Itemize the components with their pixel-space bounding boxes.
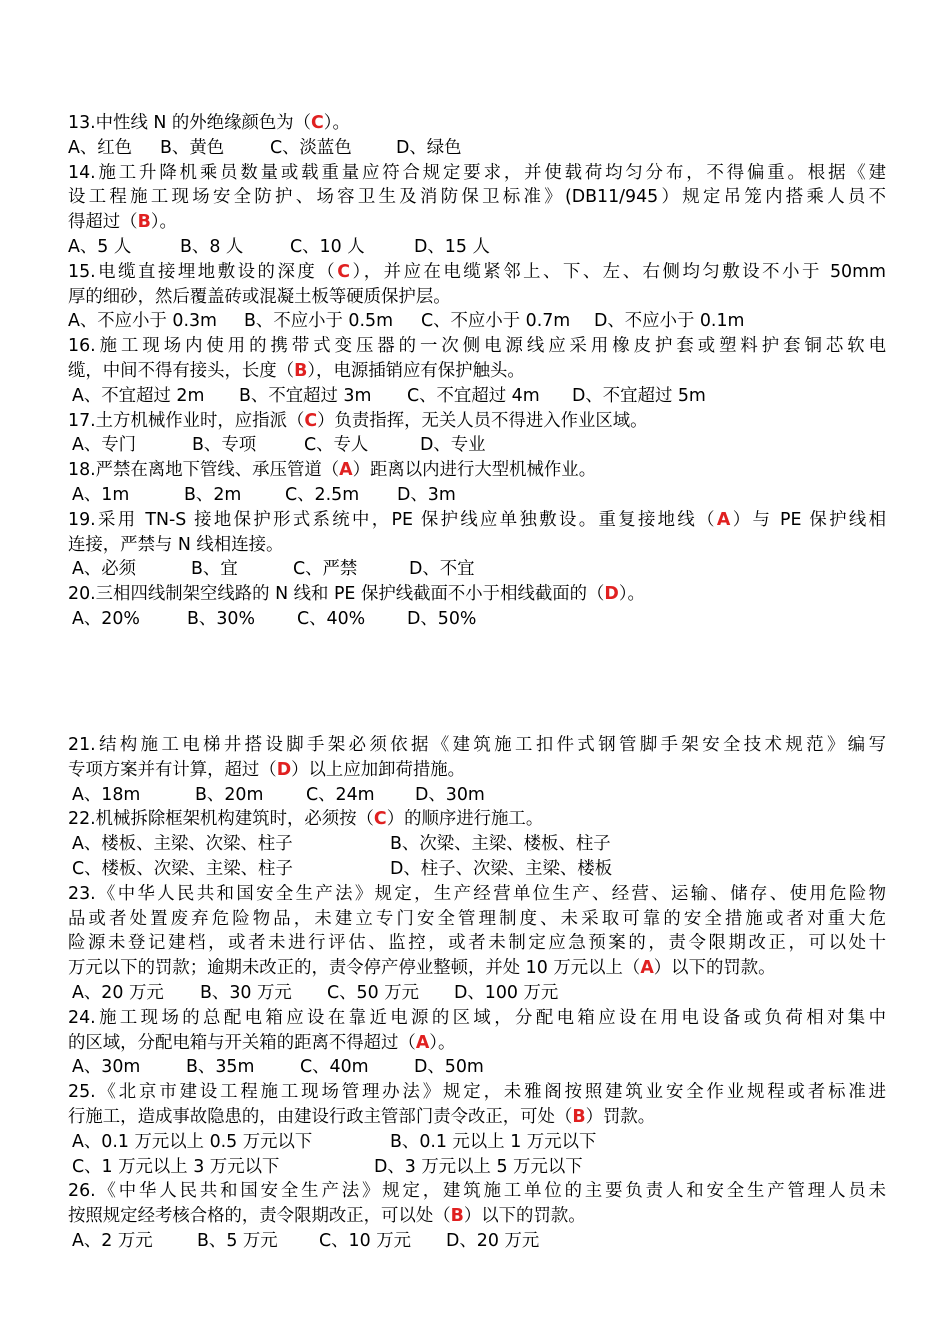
option-d: D、不宜 xyxy=(409,559,475,580)
answer-25: B xyxy=(572,1106,586,1127)
option-c: C、严禁 xyxy=(293,559,358,580)
option-d: D、绿色 xyxy=(396,137,462,158)
question-14-stem-line: 14.施工升降机乘员数量或载重量应符合规定要求，并使载荷均匀分布，不得偏重。根据《建 xyxy=(68,162,886,183)
answer-18: A xyxy=(339,460,353,481)
question-25-stem-last: 行施工，造成事故隐患的，由建设行政主管部门责令改正，可处（B）罚款。 xyxy=(68,1106,656,1127)
option-b: B、0.1 元以上 1 万元以下 xyxy=(390,1131,597,1152)
option-a: A、不应小于 0.3m xyxy=(68,311,217,332)
option-a: A、2 万元 xyxy=(72,1230,153,1251)
option-a: A、30m xyxy=(72,1057,141,1078)
option-a: A、5 人 xyxy=(68,236,132,257)
option-d: D、20 万元 xyxy=(446,1230,540,1251)
question-15-options xyxy=(68,309,886,334)
answer-17: C xyxy=(304,410,318,431)
question-26-stem-line: 26.《中华人民共和国安全生产法》规定，建筑施工单位的主要负责人和安全生产管理人员未 xyxy=(68,1181,886,1202)
option-c: C、2.5m xyxy=(285,484,360,505)
question-21-options xyxy=(68,783,886,808)
question-20-stem: 20.三相四线制架空线路的 N 线和 PE 保护线截面不小于相线截面的（D）。 xyxy=(68,584,645,605)
option-b: B、5 万元 xyxy=(197,1230,278,1251)
answer-20: D xyxy=(604,584,619,605)
option-a: A、18m xyxy=(72,784,141,805)
option-b: B、专项 xyxy=(192,435,257,456)
option-b: B、2m xyxy=(184,484,242,505)
question-25-stem-line: 25.《北京市建设工程施工现场管理办法》规定，未雅阁按照建筑业安全作业规程或者标准进 xyxy=(68,1082,886,1103)
option-c: C、专人 xyxy=(304,435,369,456)
question-14-options xyxy=(68,235,886,260)
option-c: C、1 万元以上 3 万元以下 xyxy=(72,1156,280,1177)
question-22-options-row-2 xyxy=(68,857,886,882)
option-c: C、10 万元 xyxy=(319,1230,411,1251)
question-25-options-row-1 xyxy=(68,1130,886,1155)
question-block-1 xyxy=(68,111,886,632)
question-23-stem-line: 23.《中华人民共和国安全生产法》规定，生产经营单位生产、经营、运输、储存、使用危险物 xyxy=(68,883,886,904)
answer-21: D xyxy=(276,759,292,780)
question-block-2 xyxy=(68,733,886,1254)
question-16-options xyxy=(68,384,886,409)
option-a: A、1m xyxy=(72,484,130,505)
option-a: A、20 万元 xyxy=(72,982,164,1003)
question-23-options xyxy=(68,981,886,1006)
question-16-stem-line: 16.施工现场内使用的携带式变压器的一次侧电源线应采用橡皮护套或塑料护套铜芯软电 xyxy=(68,336,886,357)
option-d: D、柱子、次梁、主梁、楼板 xyxy=(390,858,613,879)
question-13-options xyxy=(68,136,886,161)
option-b: B、8 人 xyxy=(180,236,244,257)
option-a: A、红色 xyxy=(68,137,133,158)
question-15-stem-first: 15.电缆直接埋地敷设的深度（C），并应在电缆紧邻上、下、左、右侧均匀敷设不小于 50mm xyxy=(68,261,886,282)
option-a: A、0.1 万元以上 0.5 万元以下 xyxy=(72,1131,313,1152)
question-20-options xyxy=(68,607,886,632)
option-a: A、20% xyxy=(72,608,140,629)
answer-24: A xyxy=(415,1032,430,1053)
option-d: D、专业 xyxy=(420,435,486,456)
option-c: C、40m xyxy=(300,1057,369,1078)
option-c: C、40% xyxy=(297,608,366,629)
answer-16: B xyxy=(294,360,308,381)
option-d: D、50% xyxy=(407,608,477,629)
question-26-options xyxy=(68,1229,886,1254)
question-24-stem-line: 24.施工现场的总配电箱应设在靠近电源的区域，分配电箱应设在用电设备或负荷相对集中 xyxy=(68,1007,886,1028)
option-a: A、不宜超过 2m xyxy=(72,385,205,406)
question-22-options-row-1 xyxy=(68,832,886,857)
answer-15: C xyxy=(337,261,350,282)
question-18-options xyxy=(68,483,886,508)
option-c: C、10 人 xyxy=(290,236,365,257)
answer-19: A xyxy=(716,509,731,530)
question-23-stem-line: 险源未登记建档，或者未进行评估、监控，或者未制定应急预案的，责令限期改正，可以处十 xyxy=(68,933,886,954)
option-d: D、不应小于 0.1m xyxy=(594,311,745,332)
question-22-stem: 22.机械拆除框架机构建筑时，必须按（C）的顺序进行施工。 xyxy=(68,809,544,830)
option-b: B、30% xyxy=(187,608,255,629)
option-d: D、30m xyxy=(415,784,485,805)
question-13-stem: 13.中性线 N 的外绝缘颜色为（C）。 xyxy=(68,113,350,133)
option-b: B、35m xyxy=(186,1057,255,1078)
option-d: D、100 万元 xyxy=(454,982,559,1003)
option-a: A、楼板、主梁、次梁、柱子 xyxy=(72,834,293,855)
option-c: C、24m xyxy=(306,784,375,805)
option-a: A、专门 xyxy=(72,435,137,456)
question-24-options xyxy=(68,1055,886,1080)
question-16-stem-last: 缆，中间不得有接头，长度（B），电源插销应有保护触头。 xyxy=(68,360,525,381)
question-19-stem-line: 连接，严禁与 N 线相连接。 xyxy=(68,534,284,555)
option-d: D、50m xyxy=(414,1057,484,1078)
option-c: C、不宜超过 4m xyxy=(407,385,540,406)
option-d: D、不宜超过 5m xyxy=(572,385,706,406)
question-15-stem-line: 厚的细砂，然后覆盖砖或混凝土板等硬质保护层。 xyxy=(68,286,451,307)
question-14-stem-line: 设工程施工现场安全防护、场容卫生及消防保卫标准》(DB11/945）规定吊笼内搭乘人员不 xyxy=(68,187,886,208)
question-26-stem-last: 按照规定经考核合格的，责令限期改正，可以处（B）以下的罚款。 xyxy=(68,1206,586,1227)
answer-14: B xyxy=(137,212,151,233)
option-a: A、必须 xyxy=(72,559,137,580)
option-b: B、不应小于 0.5m xyxy=(244,311,394,332)
question-17-stem: 17.土方机械作业时，应指派（C）负责指挥，无关人员不得进入作业区域。 xyxy=(68,410,648,431)
question-25-options-row-2 xyxy=(68,1155,886,1180)
option-c: C、淡蓝色 xyxy=(270,137,352,158)
question-14-stem-last: 得超过（B）。 xyxy=(68,212,177,233)
option-b: B、20m xyxy=(195,784,264,805)
question-24-stem-last: 的区域，分配电箱与开关箱的距离不得超过（A）。 xyxy=(68,1032,456,1053)
option-b: B、宜 xyxy=(191,559,238,580)
option-b: B、不宜超过 3m xyxy=(239,385,372,406)
option-b: B、次梁、主梁、楼板、柱子 xyxy=(390,834,611,855)
question-23-stem-last: 万元以下的罚款；逾期未改正的，责令停产停业整顿，并处 10 万元以上（A）以下的罚款。 xyxy=(68,958,776,979)
answer-22: C xyxy=(373,809,387,830)
answer-26: B xyxy=(450,1206,464,1227)
answer-13: C xyxy=(311,113,324,133)
option-d: D、15 人 xyxy=(414,236,490,257)
question-23-stem-line: 品或者处置废弃危险物品，未建立专门安全管理制度、未采取可靠的安全措施或者对重大危 xyxy=(68,908,886,929)
question-21-stem-line: 21.结构施工电梯井搭设脚手架必须依据《建筑施工扣件式钢管脚手架安全技术规范》编写 xyxy=(68,735,886,755)
option-c: C、不应小于 0.7m xyxy=(421,311,571,332)
option-b: B、30 万元 xyxy=(200,982,292,1003)
option-d: D、3m xyxy=(397,484,456,505)
option-b: B、黄色 xyxy=(160,137,225,158)
question-18-stem: 18.严禁在离地下管线、承压管道（A）距离以内进行大型机械作业。 xyxy=(68,460,597,481)
answer-23: A xyxy=(640,958,654,979)
option-c: C、50 万元 xyxy=(327,982,419,1003)
question-21-stem-last: 专项方案并有计算，超过（D）以上应加卸荷措施。 xyxy=(68,759,466,780)
question-19-options xyxy=(68,557,886,582)
question-17-options xyxy=(68,433,886,458)
option-c: C、楼板、次梁、主梁、柱子 xyxy=(72,858,293,879)
option-d: D、3 万元以上 5 万元以下 xyxy=(374,1156,583,1177)
question-19-stem-first: 19.采用 TN-S 接地保护形式系统中，PE 保护线应单独敷设。重复接地线（A）与 PE 保护线相 xyxy=(68,509,886,530)
